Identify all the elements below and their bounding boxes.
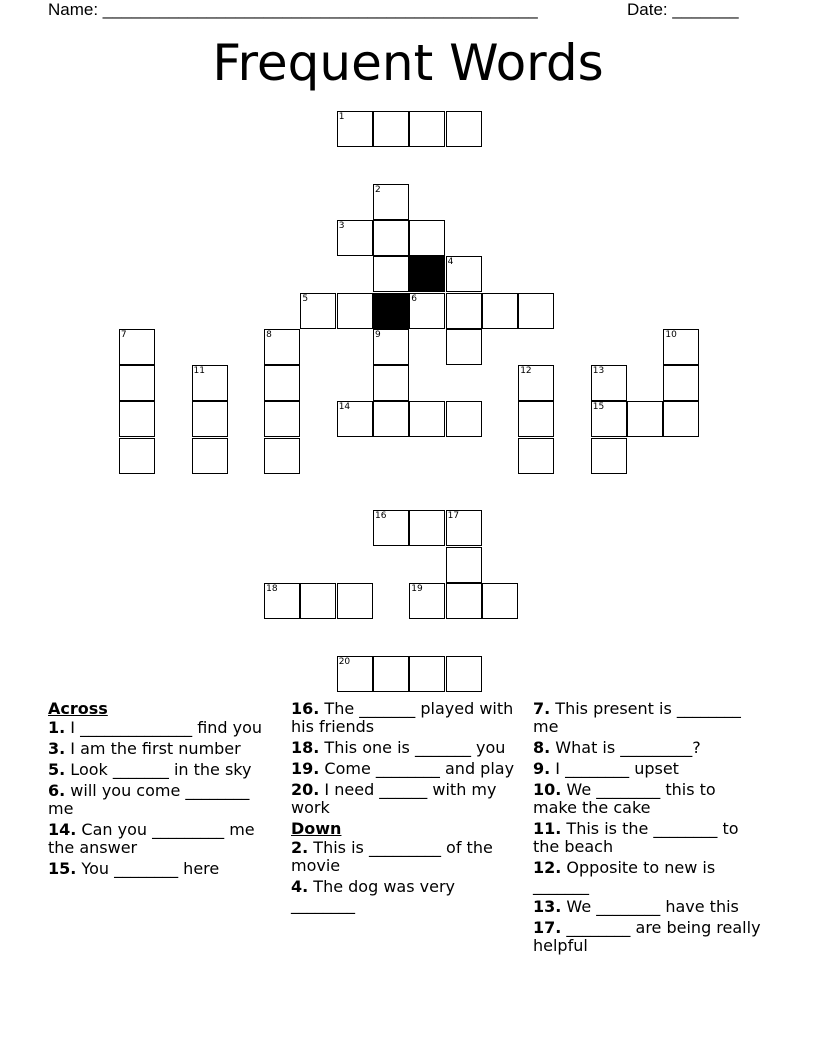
clue-label: 10. (533, 780, 562, 799)
crossword-cell[interactable] (446, 401, 482, 437)
clue (291, 739, 521, 757)
clue-number: 9 (375, 329, 381, 340)
crossword-cell[interactable] (518, 365, 554, 401)
crossword-cell[interactable] (300, 583, 336, 619)
clue-number: 18 (266, 583, 278, 594)
crossword-cell[interactable] (627, 401, 663, 437)
clue-text: This present is ________ me (533, 699, 741, 736)
clue-text: I ______________ find you (65, 718, 263, 737)
clue-text: We ________ this to make the cake (533, 780, 716, 817)
crossword-cell[interactable] (264, 365, 300, 401)
clue (533, 898, 763, 916)
crossword-cell[interactable] (192, 438, 228, 474)
clue-text: This is the ________ to the beach (533, 819, 739, 856)
clue (48, 821, 278, 857)
clue-number: 5 (302, 293, 309, 304)
crossword-block (409, 256, 445, 292)
clue-label: 9. (533, 759, 551, 778)
clue-label: 5. (48, 760, 66, 779)
name-field[interactable]: Name: ______________________________________________ (48, 0, 538, 19)
clue-heading: Down (291, 819, 342, 838)
crossword-cell[interactable] (409, 401, 445, 437)
crossword-cell[interactable] (373, 401, 409, 437)
crossword-cell[interactable] (446, 293, 482, 329)
clue (533, 820, 763, 856)
clue-column-2 (291, 700, 521, 917)
clue-text: The _______ played with his friends (291, 699, 514, 736)
clue-text: You ________ here (76, 859, 220, 878)
crossword-cell[interactable] (663, 365, 699, 401)
clue-number: 19 (411, 583, 423, 594)
clue (533, 739, 763, 757)
crossword-cell[interactable] (446, 256, 482, 292)
crossword-cell[interactable] (264, 401, 300, 437)
clue-number: 15 (592, 402, 605, 413)
clue-label: 4. (291, 877, 309, 896)
clue-label: 16. (291, 699, 320, 718)
crossword-cell[interactable] (192, 365, 228, 401)
crossword-cell[interactable] (192, 401, 228, 437)
clue-number: 13 (592, 366, 605, 377)
crossword-cell[interactable] (337, 401, 373, 437)
clue-text: Look _______ in the sky (65, 760, 252, 779)
crossword-cell[interactable] (518, 438, 554, 474)
crossword-cell[interactable] (373, 220, 409, 256)
clue (533, 919, 763, 955)
crossword-cell[interactable] (119, 365, 155, 401)
clue (533, 760, 763, 778)
crossword-cell[interactable] (264, 583, 300, 619)
clue (48, 761, 278, 779)
clue (291, 878, 521, 914)
crossword-cell[interactable] (337, 583, 373, 619)
clue-number: 3 (338, 220, 345, 231)
crossword-cell[interactable] (591, 438, 627, 474)
clue-text: ________ are being really helpful (533, 918, 761, 955)
clue (48, 860, 278, 878)
clue-number: 10 (665, 329, 677, 340)
clue-number: 11 (193, 366, 205, 377)
clue-label: 14. (48, 820, 77, 839)
clue-label: 1. (48, 718, 66, 737)
crossword-cell[interactable] (337, 111, 373, 147)
clue-column-1 (48, 700, 278, 881)
clue-text: This one is _______ you (319, 738, 506, 757)
clue-text: will you come ________ me (48, 781, 250, 818)
crossword-cell[interactable] (446, 329, 482, 365)
clue-label: 6. (48, 781, 66, 800)
clue (48, 719, 278, 737)
clue-number: 17 (447, 511, 460, 522)
crossword-cell[interactable] (446, 111, 482, 147)
crossword-cell[interactable] (373, 365, 409, 401)
crossword-cell[interactable] (409, 111, 445, 147)
clue (533, 859, 763, 895)
clue (48, 782, 278, 818)
clue-label: 20. (291, 780, 320, 799)
crossword-cell[interactable] (482, 293, 518, 329)
clue-text: Come ________ and play (319, 759, 515, 778)
clue (48, 740, 278, 758)
crossword-cell[interactable] (337, 220, 373, 256)
clue (291, 839, 521, 875)
crossword-cell[interactable] (409, 583, 445, 619)
crossword-cell[interactable] (518, 293, 554, 329)
clue-label: 11. (533, 819, 562, 838)
clue-label: 17. (533, 918, 562, 937)
clue-text: I am the first number (65, 739, 241, 758)
clue (533, 700, 763, 736)
crossword-cell[interactable] (518, 401, 554, 437)
crossword-cell[interactable] (446, 656, 482, 692)
clue-text: This is _________ of the movie (291, 838, 493, 875)
date-field[interactable]: Date: _______ (627, 0, 739, 19)
clue-label: 18. (291, 738, 320, 757)
clue-number: 2 (375, 184, 381, 195)
crossword-cell[interactable] (663, 329, 699, 365)
crossword-cell[interactable] (119, 401, 155, 437)
crossword-cell[interactable] (373, 184, 409, 220)
clue-text: We ________ have this (561, 897, 739, 916)
crossword-block (373, 293, 409, 329)
crossword-cell[interactable] (446, 510, 482, 546)
crossword-cell[interactable] (591, 401, 627, 437)
clue-number: 6 (411, 293, 418, 304)
clue-label: 13. (533, 897, 562, 916)
clue-label: 3. (48, 739, 66, 758)
clue-text: I need ______ with my work (291, 780, 497, 817)
clue (291, 700, 521, 736)
clue-label: 2. (291, 838, 309, 857)
crossword-cell[interactable] (337, 656, 373, 692)
crossword-cell[interactable] (409, 510, 445, 546)
clue (533, 781, 763, 817)
clue-column-3 (533, 700, 763, 958)
clue-label: 8. (533, 738, 551, 757)
page-title: Frequent Words (212, 34, 604, 92)
crossword-cell[interactable] (373, 656, 409, 692)
crossword-cell[interactable] (119, 438, 155, 474)
crossword-cell[interactable] (591, 365, 627, 401)
crossword-cell[interactable] (373, 510, 409, 546)
crossword-cell[interactable] (373, 111, 409, 147)
clue-number: 14 (338, 402, 351, 413)
crossword-cell[interactable] (373, 256, 409, 292)
clue-text: Opposite to new is _______ (533, 858, 716, 895)
crossword-cell[interactable] (482, 583, 518, 619)
crossword-cell[interactable] (264, 438, 300, 474)
clue-label: 12. (533, 858, 562, 877)
clue-label: 15. (48, 859, 77, 878)
crossword-cell[interactable] (409, 656, 445, 692)
crossword-cell[interactable] (663, 401, 699, 437)
crossword-cell[interactable] (446, 547, 482, 583)
clue-number: 20 (338, 656, 351, 667)
crossword-cell[interactable] (446, 583, 482, 619)
clue-heading: Across (48, 699, 108, 718)
clue-number: 1 (338, 112, 345, 122)
clue (291, 760, 521, 778)
clue-number: 4 (447, 257, 454, 268)
clue-text: What is _________? (550, 738, 701, 757)
clue-number: 16 (375, 511, 387, 522)
clue-text: The dog was very ________ (291, 877, 456, 914)
clue-label: 19. (291, 759, 320, 778)
crossword-cell[interactable] (119, 329, 155, 365)
clue-label: 7. (533, 699, 551, 718)
crossword-cell[interactable] (373, 329, 409, 365)
clue-text: I ________ upset (550, 759, 679, 778)
crossword-cell[interactable] (264, 329, 300, 365)
clue-number: 8 (266, 329, 272, 340)
crossword-cell[interactable] (300, 293, 336, 329)
clue-number: 12 (520, 366, 532, 377)
clue (291, 781, 521, 817)
crossword-cell[interactable] (409, 293, 445, 329)
clue-number: 7 (120, 329, 127, 340)
clue-text: Can you _________ me the answer (48, 820, 255, 857)
crossword-cell[interactable] (337, 293, 373, 329)
crossword-cell[interactable] (409, 220, 445, 256)
